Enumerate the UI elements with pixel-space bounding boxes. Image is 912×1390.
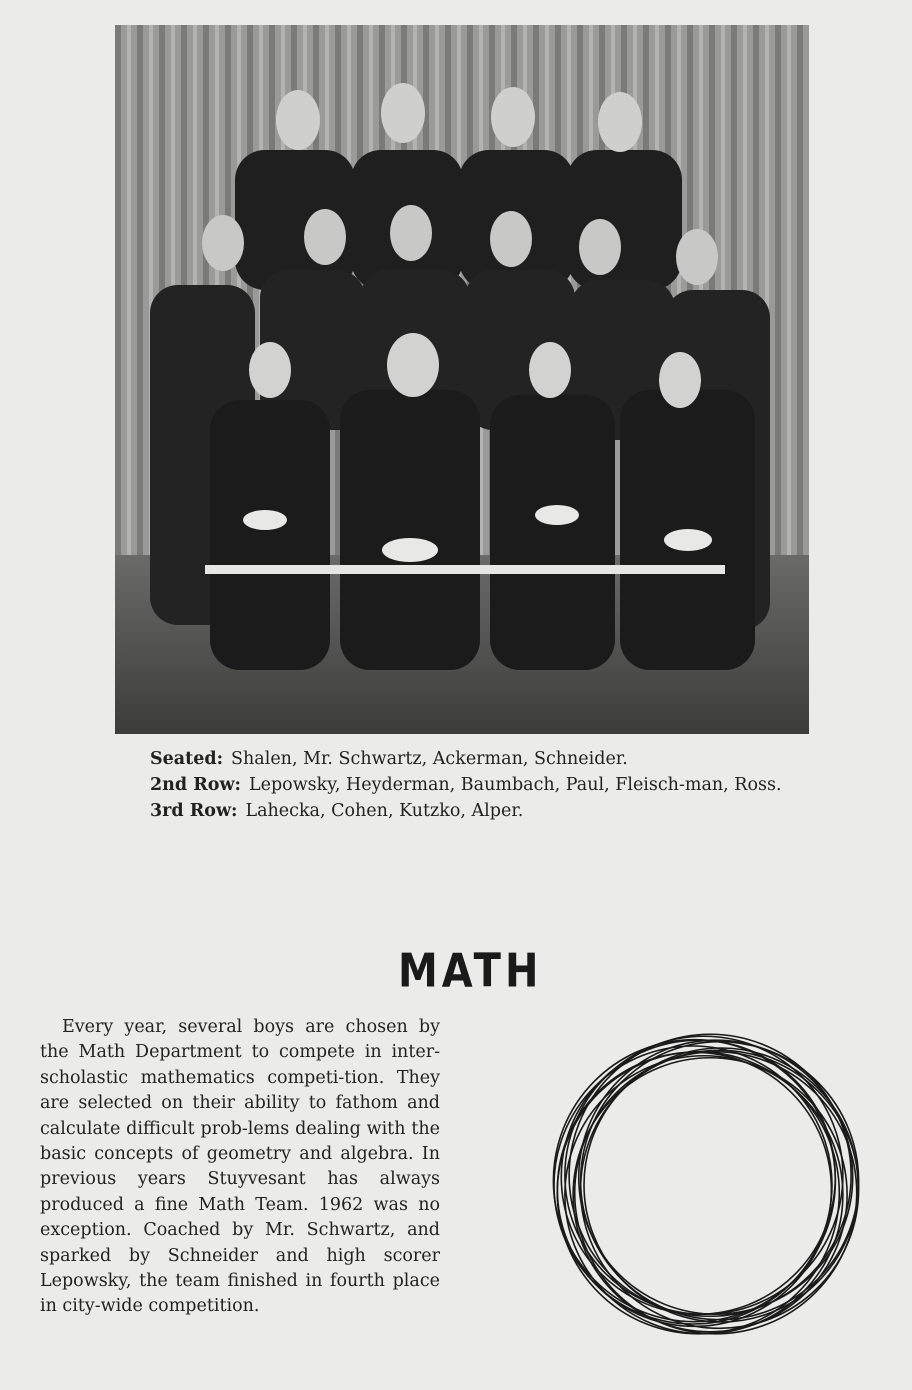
photo-caption <box>150 748 790 826</box>
caption-row2-label: 2nd Row: <box>150 775 241 795</box>
ring-stroke <box>553 1040 835 1322</box>
body-paragraph: Every year, several boys are chosen by the Math Department to compete in inter-scholastic mathematics competi-tion. They are selected on their ability to fathom and calculate difficult prob-lems dealing with the basic concepts of geometry and algebra. In previous years Stuyvesant has always produced a fine Math Team. 1962 was no exception. Coached by Mr. Schwartz, and sparked by Schneider and high scorer Lepowsky, the team finished in fourth place in city-wide competition. <box>40 1017 440 1317</box>
page-title: MATH <box>398 945 543 998</box>
caption-row2-names: Lepowsky, Heyderman, Baumbach, Paul, Fleisch-man, Ross. <box>248 775 782 795</box>
caption-row2 <box>150 774 790 797</box>
circles-decoration-icon <box>548 1022 866 1348</box>
ring-stroke <box>557 1052 839 1334</box>
caption-seated-names: Shalen, Mr. Schwartz, Ackerman, Schneider. <box>231 749 628 769</box>
caption-row3-names: Lahecka, Cohen, Kutzko, Alper. <box>245 801 524 821</box>
back-row-figures <box>235 150 682 290</box>
caption-seated <box>150 748 790 771</box>
team-photo <box>115 25 809 734</box>
caption-row3 <box>150 800 790 823</box>
ring-stroke <box>581 1050 859 1328</box>
caption-seated-label: Seated: <box>150 749 224 769</box>
caption-row3-label: 3rd Row: <box>150 801 238 821</box>
